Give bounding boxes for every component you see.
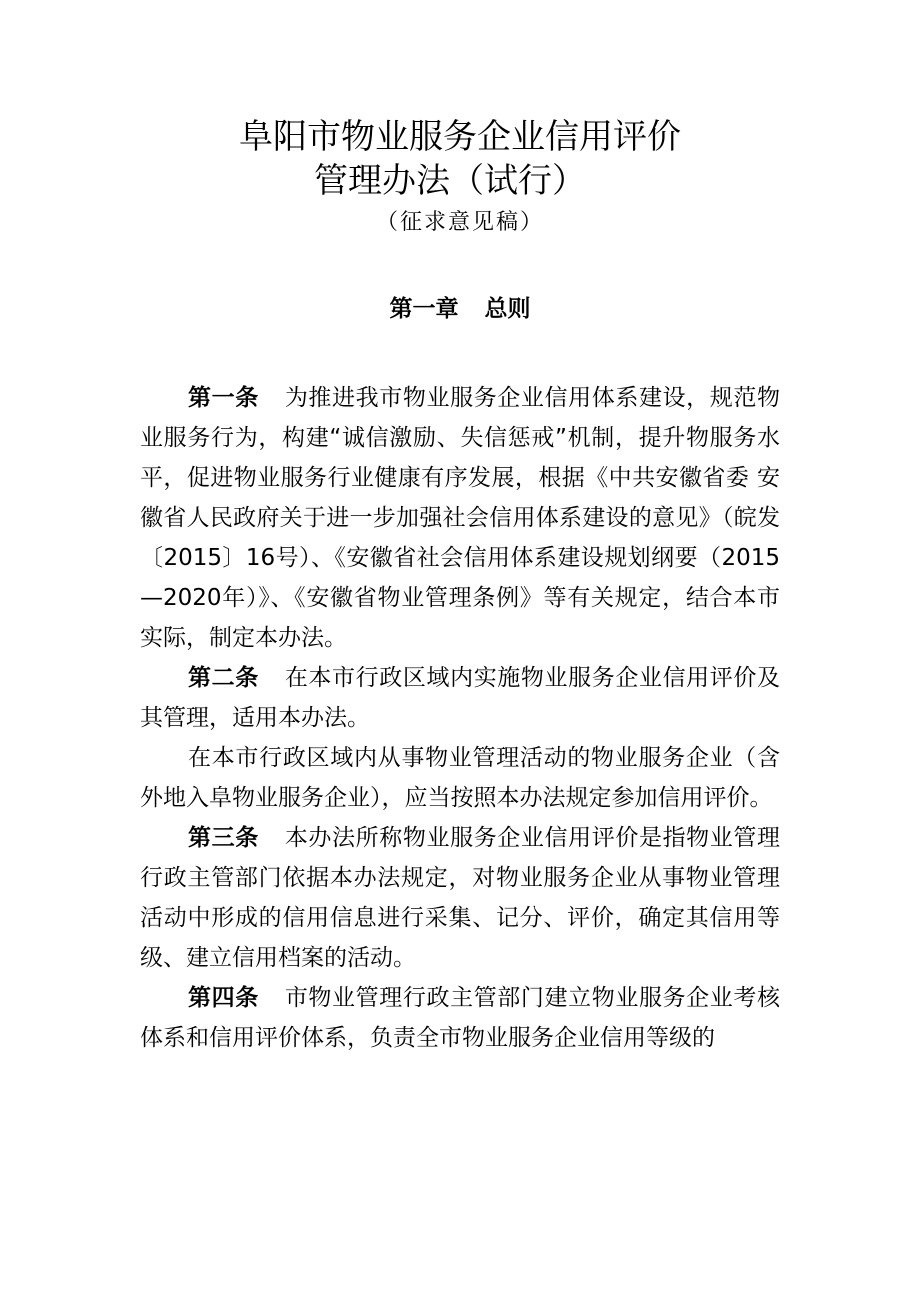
chapter-heading: [0, 292, 920, 326]
article-text: 本办法所称物业服务企业信用评价是指物业管理行政主管部门依据本办法规定，对物业服务企业从事物业管理活动中形成的信用信息进行采集、记分、评价，确定其信用等级、建立信用档案的活动。: [140, 825, 781, 971]
document-body: [140, 378, 780, 1058]
article-text: 在本市行政区域内从事物业管理活动的物业服务企业（含外地入阜物业服务企业），应当按照本办法规定参加信用评价。: [140, 745, 780, 811]
article-number: 第二条: [188, 665, 259, 691]
article-paragraph: [140, 378, 780, 658]
article-text: 市物业管理行政主管部门建立物业服务企业考核体系和信用评价体系，负责全市物业服务企业信用等级的: [140, 985, 781, 1051]
document-subtitle: （征求意见稿）: [375, 210, 544, 235]
article-paragraph: [140, 658, 780, 738]
article-number: 第三条: [188, 825, 259, 851]
article-paragraph: [140, 818, 780, 978]
document-title-line-1: 阜阳市物业服务企业信用评价: [239, 117, 681, 157]
article-number: 第一条: [188, 385, 259, 411]
chapter-number: 第一章: [389, 296, 459, 322]
document-title-line-2: 管理办法（试行）: [314, 161, 586, 201]
article-text: 为推进我市物业服务企业信用体系建设，规范物业服务行为，构建“诚信激励、失信惩戒”机制，提升物服务水平，促进物业服务行业健康有序发展，根据《中共安徽省委 安徽省人民政府关于进一步加强社会信用体系建设的意见》（皖发〔2015〕16号）、《安徽省社会信用体系建设规划纲要（2015—2020年）》、《安徽省物业管理条例》等有关规定，结合本市实际，制定本办法。: [140, 385, 781, 651]
article-text: 在本市行政区域内实施物业服务企业信用评价及其管理，适用本办法。: [140, 665, 781, 731]
article-number: 第四条: [188, 985, 259, 1011]
article-paragraph: [140, 738, 780, 818]
chapter-name: 总则: [484, 296, 531, 322]
article-paragraph: [140, 978, 780, 1058]
